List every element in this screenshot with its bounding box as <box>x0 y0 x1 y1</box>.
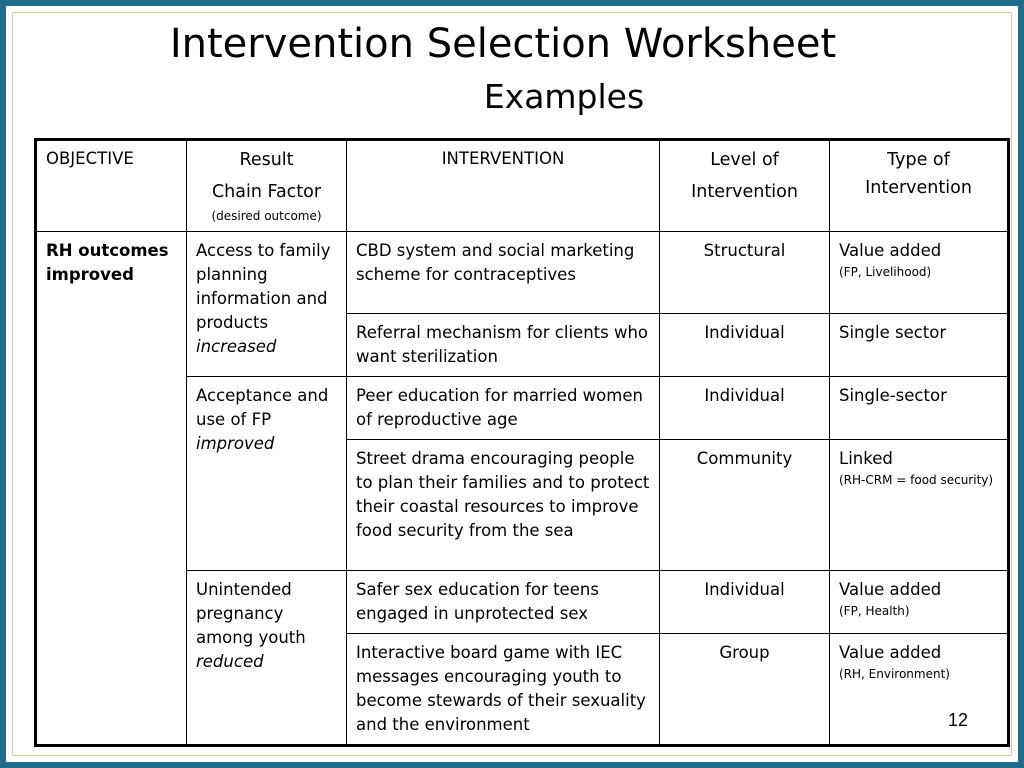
slide-title: Intervention Selection Worksheet <box>169 21 837 67</box>
table-row <box>36 232 1009 314</box>
header-type <box>830 140 1009 232</box>
header-level-line2: Intervention <box>691 182 798 202</box>
header-result-chain-factor <box>187 140 347 232</box>
result-cell <box>187 377 347 571</box>
type-note: (RH, Environment) <box>839 667 950 681</box>
intervention-cell: Street drama encouraging people to plan their families and to protect their coastal resources to improve food security from the sea <box>347 440 660 571</box>
type-label: Single-sector <box>839 386 947 405</box>
level-cell: Community <box>660 440 830 571</box>
type-note: (RH-CRM = food security) <box>839 473 994 487</box>
result-qualifier: improved <box>196 434 275 453</box>
header-result-note: (desired outcome) <box>211 209 322 223</box>
type-label: Value added <box>839 241 942 260</box>
type-cell <box>830 314 1009 377</box>
intervention-cell: CBD system and social marketing scheme for contraceptives <box>347 232 660 314</box>
intervention-cell: Interactive board game with IEC messages encouraging youth to become stewards of their sexuality and the environment <box>347 634 660 746</box>
level-cell: Individual <box>660 571 830 634</box>
type-note: (FP, Livelihood) <box>839 265 932 279</box>
type-cell <box>830 571 1009 634</box>
type-label: Single sector <box>839 323 947 342</box>
slide-subtitle: Examples <box>483 77 645 116</box>
result-qualifier: reduced <box>196 652 264 671</box>
level-cell: Group <box>660 634 830 746</box>
result-qualifier: increased <box>196 337 277 356</box>
type-cell <box>830 634 1009 746</box>
header-level-line1: Level of <box>710 150 779 170</box>
header-objective-label: OBJECTIVE <box>46 149 134 168</box>
header-row <box>36 140 1009 232</box>
objective-cell <box>36 232 187 746</box>
result-cell <box>187 232 347 377</box>
header-type-line2: Intervention <box>865 178 972 198</box>
level-cell: Individual <box>660 377 830 440</box>
result-text: Unintended pregnancy among youth <box>196 580 306 647</box>
header-intervention-label: INTERVENTION <box>441 149 565 168</box>
header-type-line1: Type of <box>887 150 950 170</box>
header-level <box>660 140 830 232</box>
type-label: Value added <box>839 643 942 662</box>
header-intervention <box>347 140 660 232</box>
objective-text: RH outcomes improved <box>46 241 169 284</box>
header-result-line1: Result <box>239 150 294 170</box>
type-cell <box>830 232 1009 314</box>
result-cell <box>187 571 347 746</box>
type-cell <box>830 440 1009 571</box>
type-label: Value added <box>839 580 942 599</box>
header-result-line2: Chain Factor <box>211 182 322 202</box>
intervention-cell: Peer education for married women of reproductive age <box>347 377 660 440</box>
intervention-cell: Safer sex education for teens engaged in unprotected sex <box>347 571 660 634</box>
result-text: Acceptance and use of FP <box>196 386 329 429</box>
page-number: 12 <box>947 710 969 730</box>
type-label: Linked <box>839 449 893 468</box>
result-text: Access to family planning information and products <box>196 241 331 332</box>
worksheet-table <box>34 138 1010 747</box>
type-cell <box>830 377 1009 440</box>
intervention-cell: Referral mechanism for clients who want sterilization <box>347 314 660 377</box>
level-cell: Structural <box>660 232 830 314</box>
slide <box>6 6 1018 762</box>
level-cell: Individual <box>660 314 830 377</box>
header-objective <box>36 140 187 232</box>
type-note: (FP, Health) <box>839 604 910 618</box>
